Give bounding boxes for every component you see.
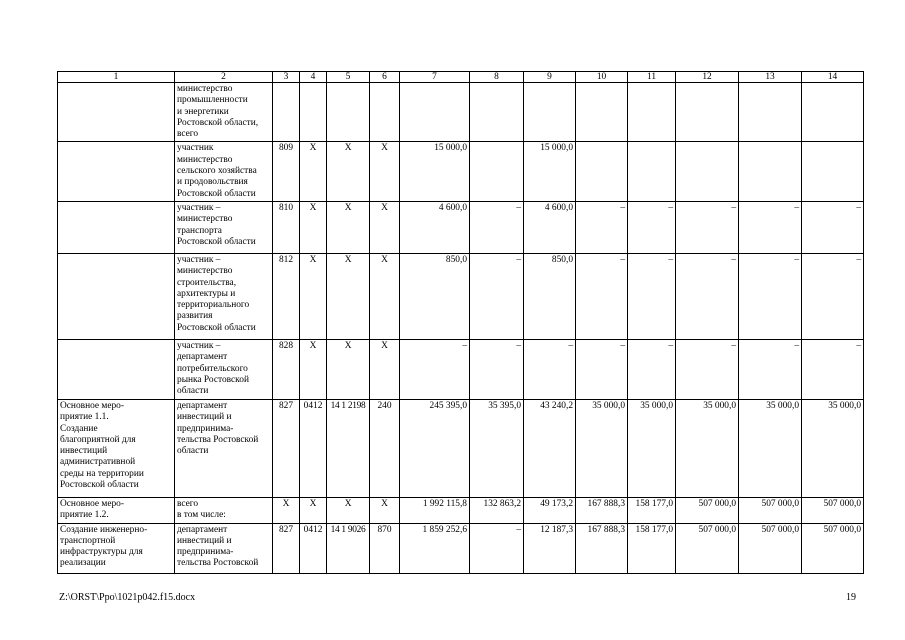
value-cell: – [470, 523, 524, 573]
value-cell: 1 992 115,8 [400, 497, 470, 523]
value-cell: 0412 [300, 523, 327, 573]
value-cell [300, 83, 327, 142]
activity-name-cell [58, 83, 175, 142]
value-cell: – [676, 253, 739, 339]
value-cell: X [370, 142, 400, 201]
value-cell: X [300, 142, 327, 201]
value-cell: X [300, 253, 327, 339]
value-cell: X [273, 497, 300, 523]
value-cell: 827 [273, 523, 300, 573]
value-cell: 35 395,0 [470, 399, 524, 497]
column-number-header: 5 [327, 72, 370, 83]
activity-name-cell [58, 201, 175, 253]
table-row [58, 253, 864, 339]
value-cell: – [628, 253, 676, 339]
activity-name-cell [58, 142, 175, 201]
value-cell: X [327, 497, 370, 523]
activity-name-cell: Создание инженерно- транспортной инфраструктуры для реализации [58, 523, 175, 573]
value-cell: – [576, 253, 628, 339]
executor-cell: департамент инвестиций и предпринима- тельства Ростовской [175, 523, 273, 573]
executor-cell: участник – департамент потребительского рынка Ростовской области [175, 339, 273, 399]
value-cell: X [327, 253, 370, 339]
column-number-header: 2 [175, 72, 273, 83]
value-cell [628, 83, 676, 142]
activity-name-cell [58, 339, 175, 399]
value-cell: 827 [273, 399, 300, 497]
value-cell: 240 [370, 399, 400, 497]
executor-cell: участник министерство сельского хозяйства и продовольствия Ростовской области [175, 142, 273, 201]
column-number-header: 9 [524, 72, 576, 83]
value-cell: 14 1 9026 [327, 523, 370, 573]
value-cell: – [628, 339, 676, 399]
value-cell: 167 888,3 [576, 523, 628, 573]
value-cell: 507 000,0 [739, 523, 802, 573]
value-cell: – [628, 201, 676, 253]
value-cell: 810 [273, 201, 300, 253]
executor-cell: участник – министерство транспорта Ростовской области [175, 201, 273, 253]
value-cell [576, 83, 628, 142]
value-cell: 4 600,0 [524, 201, 576, 253]
value-cell: 870 [370, 523, 400, 573]
value-cell [676, 142, 739, 201]
value-cell: 812 [273, 253, 300, 339]
table-row [58, 523, 864, 573]
value-cell [802, 83, 864, 142]
value-cell: X [370, 253, 400, 339]
value-cell [273, 83, 300, 142]
value-cell [524, 83, 576, 142]
table-row [58, 142, 864, 201]
value-cell: 507 000,0 [802, 497, 864, 523]
value-cell: 35 000,0 [576, 399, 628, 497]
value-cell: 167 888,3 [576, 497, 628, 523]
executor-cell: департамент инвестиций и предпринима- тельства Ростовской области [175, 399, 273, 497]
value-cell: 15 000,0 [524, 142, 576, 201]
value-cell: X [327, 142, 370, 201]
value-cell: 15 000,0 [400, 142, 470, 201]
column-number-header: 6 [370, 72, 400, 83]
column-number-header: 1 [58, 72, 175, 83]
value-cell: – [470, 201, 524, 253]
value-cell: – [400, 339, 470, 399]
value-cell: – [739, 339, 802, 399]
value-cell: 35 000,0 [628, 399, 676, 497]
executor-cell: министерство промышленности и энергетики Ростовской области, всего [175, 83, 273, 142]
value-cell: 0412 [300, 399, 327, 497]
executor-cell: всего в том числе: [175, 497, 273, 523]
value-cell: 35 000,0 [676, 399, 739, 497]
value-cell: 850,0 [524, 253, 576, 339]
value-cell [676, 83, 739, 142]
value-cell: 828 [273, 339, 300, 399]
value-cell: 14 1 2198 [327, 399, 370, 497]
value-cell: 158 177,0 [628, 497, 676, 523]
column-number-header: 8 [470, 72, 524, 83]
value-cell [628, 142, 676, 201]
table-row [58, 83, 864, 142]
column-number-header: 11 [628, 72, 676, 83]
budget-table [57, 71, 864, 574]
value-cell [739, 83, 802, 142]
value-cell: 49 173,2 [524, 497, 576, 523]
value-cell: X [327, 339, 370, 399]
page-number: 19 [846, 592, 856, 603]
value-cell [470, 83, 524, 142]
value-cell: – [470, 339, 524, 399]
value-cell: X [370, 339, 400, 399]
value-cell: X [300, 201, 327, 253]
value-cell [370, 83, 400, 142]
executor-cell: участник – министерство строительства, архитектуры и территориального развития Ростовской области [175, 253, 273, 339]
value-cell: 809 [273, 142, 300, 201]
value-cell [802, 142, 864, 201]
value-cell [327, 83, 370, 142]
value-cell: X [327, 201, 370, 253]
value-cell: 35 000,0 [739, 399, 802, 497]
value-cell: 35 000,0 [802, 399, 864, 497]
value-cell: – [676, 201, 739, 253]
value-cell: – [802, 253, 864, 339]
value-cell: – [739, 201, 802, 253]
value-cell: – [739, 253, 802, 339]
column-number-header: 3 [273, 72, 300, 83]
value-cell: X [370, 201, 400, 253]
value-cell: 507 000,0 [676, 523, 739, 573]
value-cell [739, 142, 802, 201]
value-cell: 4 600,0 [400, 201, 470, 253]
column-number-header: 13 [739, 72, 802, 83]
column-number-header: 7 [400, 72, 470, 83]
value-cell: X [300, 497, 327, 523]
footer-file-path: Z:\ORST\Ppo\1021p042.f15.docx [59, 592, 196, 603]
table-row [58, 497, 864, 523]
value-cell: 158 177,0 [628, 523, 676, 573]
value-cell [470, 142, 524, 201]
value-cell: – [676, 339, 739, 399]
value-cell: 245 395,0 [400, 399, 470, 497]
column-number-header: 4 [300, 72, 327, 83]
value-cell: X [300, 339, 327, 399]
value-cell: 12 187,3 [524, 523, 576, 573]
value-cell: – [576, 339, 628, 399]
value-cell: 132 863,2 [470, 497, 524, 523]
activity-name-cell [58, 253, 175, 339]
value-cell: – [576, 201, 628, 253]
column-number-row [58, 72, 864, 83]
column-number-header: 14 [802, 72, 864, 83]
activity-name-cell: Основное меро- приятие 1.1. Создание благоприятной для инвестиций административной среды на территории Ростовской области [58, 399, 175, 497]
value-cell: 507 000,0 [802, 523, 864, 573]
value-cell: 507 000,0 [739, 497, 802, 523]
value-cell: 43 240,2 [524, 399, 576, 497]
value-cell: – [470, 253, 524, 339]
value-cell [400, 83, 470, 142]
value-cell: 507 000,0 [676, 497, 739, 523]
column-number-header: 10 [576, 72, 628, 83]
value-cell: X [370, 497, 400, 523]
table-row [58, 399, 864, 497]
value-cell: – [524, 339, 576, 399]
column-number-header: 12 [676, 72, 739, 83]
table-row [58, 339, 864, 399]
value-cell: 1 859 252,6 [400, 523, 470, 573]
value-cell [576, 142, 628, 201]
value-cell: 850,0 [400, 253, 470, 339]
table-row [58, 201, 864, 253]
value-cell: – [802, 339, 864, 399]
activity-name-cell: Основное меро- приятие 1.2. [58, 497, 175, 523]
value-cell: – [802, 201, 864, 253]
